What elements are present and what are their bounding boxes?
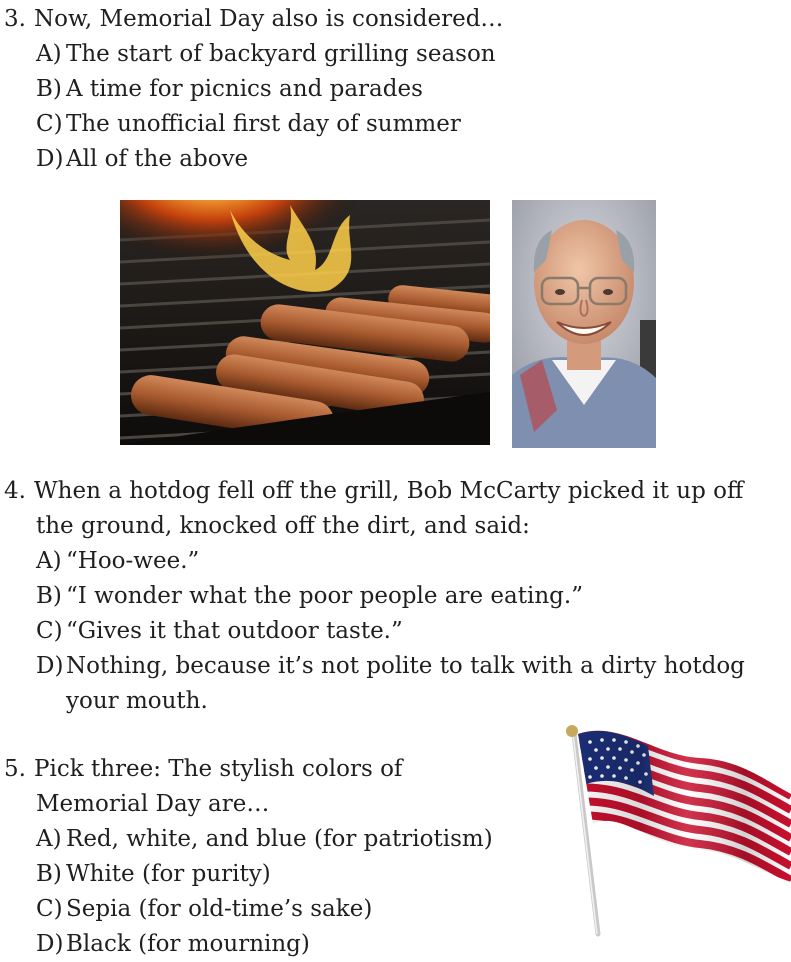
option-d bbox=[4, 927, 493, 962]
option-b bbox=[4, 579, 745, 614]
question-text: Pick three: The stylish colors of bbox=[34, 756, 403, 782]
option-text: The start of backyard grilling season bbox=[66, 41, 496, 67]
option-text: The unofficial first day of summer bbox=[66, 111, 461, 137]
question-text-continued: the ground, knocked off the dirt, and said: bbox=[36, 513, 530, 539]
question-5 bbox=[4, 752, 493, 962]
option-letter: B) bbox=[36, 76, 62, 102]
option-letter: C) bbox=[36, 896, 63, 922]
option-d bbox=[4, 649, 745, 684]
question-text-continued: Memorial Day are… bbox=[36, 791, 270, 817]
option-text: All of the above bbox=[66, 146, 249, 172]
option-text: Black (for mourning) bbox=[66, 931, 310, 957]
option-c bbox=[4, 614, 745, 649]
question-3 bbox=[4, 2, 503, 177]
option-a bbox=[4, 37, 503, 72]
question-4 bbox=[4, 474, 745, 719]
option-letter: C) bbox=[36, 618, 63, 644]
option-a bbox=[4, 822, 493, 857]
grill-illustration bbox=[120, 200, 490, 445]
option-text: “Hoo-wee.” bbox=[66, 548, 200, 574]
question-number: 5. bbox=[4, 756, 26, 782]
portrait-illustration bbox=[512, 200, 656, 448]
option-text: “I wonder what the poor people are eating.” bbox=[66, 583, 583, 609]
option-letter: A) bbox=[36, 548, 62, 574]
option-text: Nothing, because it’s not polite to talk with a dirty hotdog bbox=[66, 653, 745, 679]
american-flag-illustration bbox=[560, 722, 791, 942]
option-text: “Gives it that outdoor taste.” bbox=[66, 618, 403, 644]
option-text: Red, white, and blue (for patriotism) bbox=[66, 826, 493, 852]
option-text: Sepia (for old-time’s sake) bbox=[66, 896, 373, 922]
option-letter: B) bbox=[36, 583, 62, 609]
smiling-man-portrait-photo bbox=[512, 200, 656, 448]
option-d-continued: your mouth. bbox=[66, 688, 208, 714]
option-letter: B) bbox=[36, 861, 62, 887]
option-letter: D) bbox=[36, 653, 64, 679]
option-text: White (for purity) bbox=[66, 861, 271, 887]
flag-svg bbox=[560, 722, 791, 942]
hotdogs-on-grill-photo bbox=[120, 200, 490, 445]
option-a bbox=[4, 544, 745, 579]
option-letter: C) bbox=[36, 111, 63, 137]
question-text: Now, Memorial Day also is considered… bbox=[34, 6, 504, 32]
question-number: 3. bbox=[4, 6, 26, 32]
option-letter: D) bbox=[36, 931, 64, 957]
option-text: A time for picnics and parades bbox=[66, 76, 423, 102]
option-b bbox=[4, 857, 493, 892]
option-b bbox=[4, 72, 503, 107]
option-c bbox=[4, 892, 493, 927]
option-d bbox=[4, 142, 503, 177]
option-c bbox=[4, 107, 503, 142]
question-text: When a hotdog fell off the grill, Bob McCarty picked it up off bbox=[34, 478, 744, 504]
option-letter: A) bbox=[36, 826, 62, 852]
option-letter: D) bbox=[36, 146, 64, 172]
question-number: 4. bbox=[4, 478, 26, 504]
option-letter: A) bbox=[36, 41, 62, 67]
